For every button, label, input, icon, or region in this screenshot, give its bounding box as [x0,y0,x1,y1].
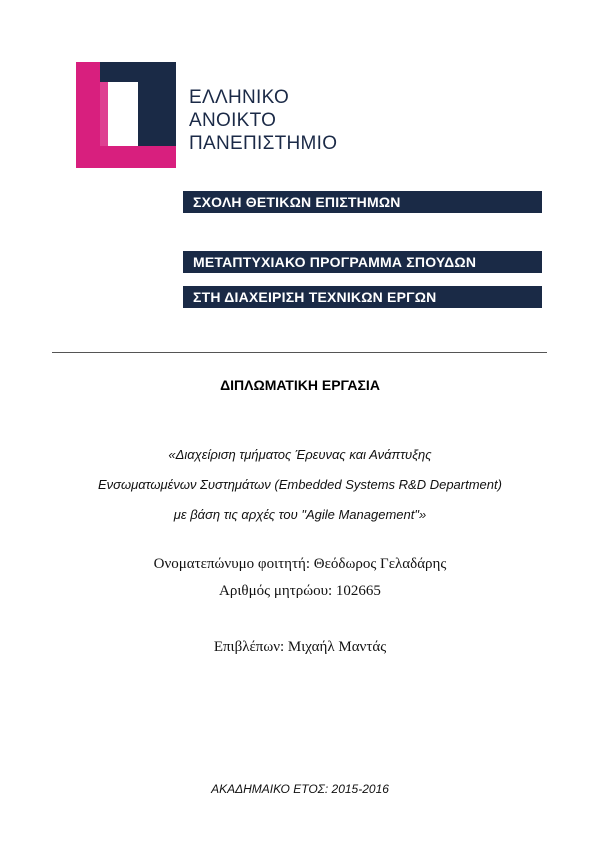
divider [52,352,547,353]
supervisor-name: Επιβλέπων: Μιχαήλ Μαντάς [213,639,387,655]
academic-year: ΑΚΑΔΗΜΑΙΚΟ ΕΤΟΣ: 2015-2016 [211,782,389,796]
school-banner: ΣΧΟΛΗ ΘΕΤΙΚΩΝ ΕΠΙΣΤΗΜΩΝ [183,191,542,213]
university-name-line: ΠΑΝΕΠΙΣΤΗΜΙΟ [189,133,338,154]
thesis-title-line: «Διαχείριση τμήματος Έρευνας και Ανάπτυξης [168,447,432,462]
university-logo [76,62,176,168]
university-name [189,86,337,155]
thesis-title-line: με βάση τις αρχές του "Agile Management"» [173,507,427,522]
university-name-line: ΕΛΛΗΝΙΚΟ [189,87,290,108]
logo-stripe [100,82,108,146]
registration-number: Αριθμός μητρώου: 102665 [219,583,381,599]
thesis-title [0,440,600,530]
document-type-heading: ΔΙΠΛΩΜΑΤΙΚΗ ΕΡΓΑΣΙΑ [220,377,380,393]
student-name: Ονοματεπώνυμο φοιτητή: Θεόδωρος Γελαδάρης [153,556,447,572]
university-name-line: ΑΝΟΙΚΤΟ [189,110,277,131]
program-banner-line1: ΜΕΤΑΠΤΥΧΙΑΚΟ ΠΡΟΓΡΑΜΜΑ ΣΠΟΥΔΩΝ [183,251,542,273]
program-banner-line2: ΣΤΗ ΔΙΑΧΕΙΡΙΣΗ ΤΕΧΝΙΚΩΝ ΕΡΓΩΝ [183,286,542,308]
thesis-title-line: Ενσωματωμένων Συστημάτων (Embedded Systems R&D Department) [98,477,502,492]
